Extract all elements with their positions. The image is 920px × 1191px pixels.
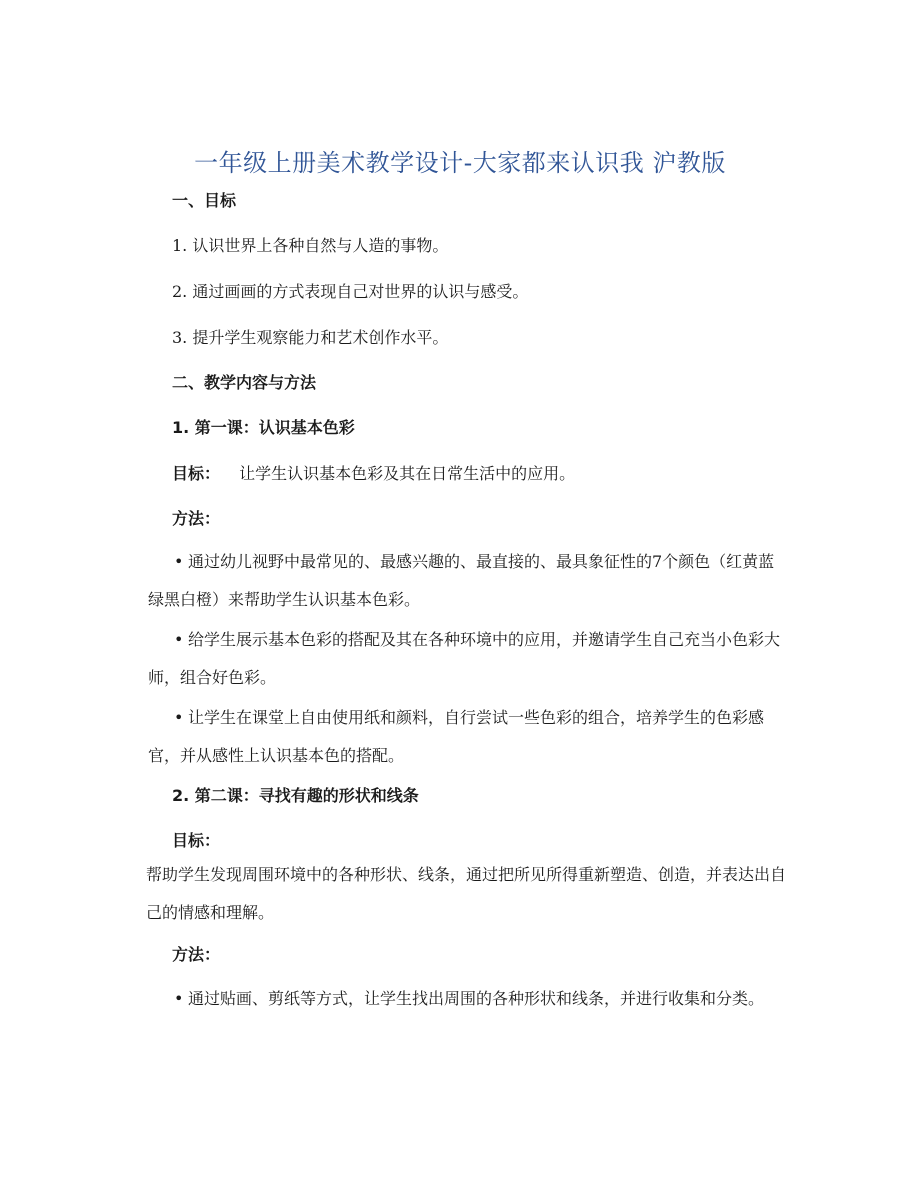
goal-item-3: 3. 提升学生观察能力和艺术创作水平。 [172,328,449,347]
lesson2-method-label: 方法： [172,945,221,964]
goal-item-2: 2. 通过画画的方式表现自己对世界的认识与感受。 [172,282,529,301]
method-text: 通过贴画、剪纸等方式，让学生找出周围的各种形状和线条，并进行收集和分类。 [188,989,765,1008]
lesson2-goal-text: 帮助学生发现周围环境中的各种形状、线条，通过把所见所得重新塑造、创造，并表达出自己的情感和理解。 [146,865,787,922]
lesson1-method-2 [148,621,788,697]
section-heading-content: 二、教学内容与方法 [172,373,317,392]
method-text: 给学生展示基本色彩的搭配及其在各种环境中的应用，并邀请学生自己充当小色彩大师，组合好色彩。 [148,630,781,687]
bullet-icon: • [174,989,184,1008]
method-text: 通过幼儿视野中最常见的、最感兴趣的、最直接的、最具象征性的7个颜色（红黄蓝绿黑白橙）来帮助学生认识基本色彩。 [148,552,775,609]
method-text: 让学生在课堂上自由使用纸和颜料，自行尝试一些色彩的组合，培养学生的色彩感官，并从感性上认识基本色的搭配。 [148,708,765,765]
lesson1-heading: 1. 第一课：认识基本色彩 [172,418,355,437]
bullet-icon: • [174,630,184,649]
lesson1-goal [172,463,575,485]
bullet-icon: • [174,708,184,727]
lesson2-method-1 [148,980,788,1018]
lesson1-goal-label: 目标： [172,464,221,483]
lesson2-goal-label: 目标： [172,831,221,850]
lesson1-method-3 [148,699,788,775]
goal-item-1: 1. 认识世界上各种自然与人造的事物。 [172,236,449,255]
bullet-icon: • [174,552,184,571]
lesson1-method-1 [148,543,788,619]
lesson1-method-label: 方法： [172,509,221,528]
document-title: 一年级上册美术教学设计-大家都来认识我 沪教版 [194,149,726,177]
lesson1-goal-text: 让学生认识基本色彩及其在日常生活中的应用。 [239,464,576,483]
section-heading-goals: 一、目标 [172,191,237,210]
lesson2-heading: 2. 第二课：寻找有趣的形状和线条 [172,786,419,805]
